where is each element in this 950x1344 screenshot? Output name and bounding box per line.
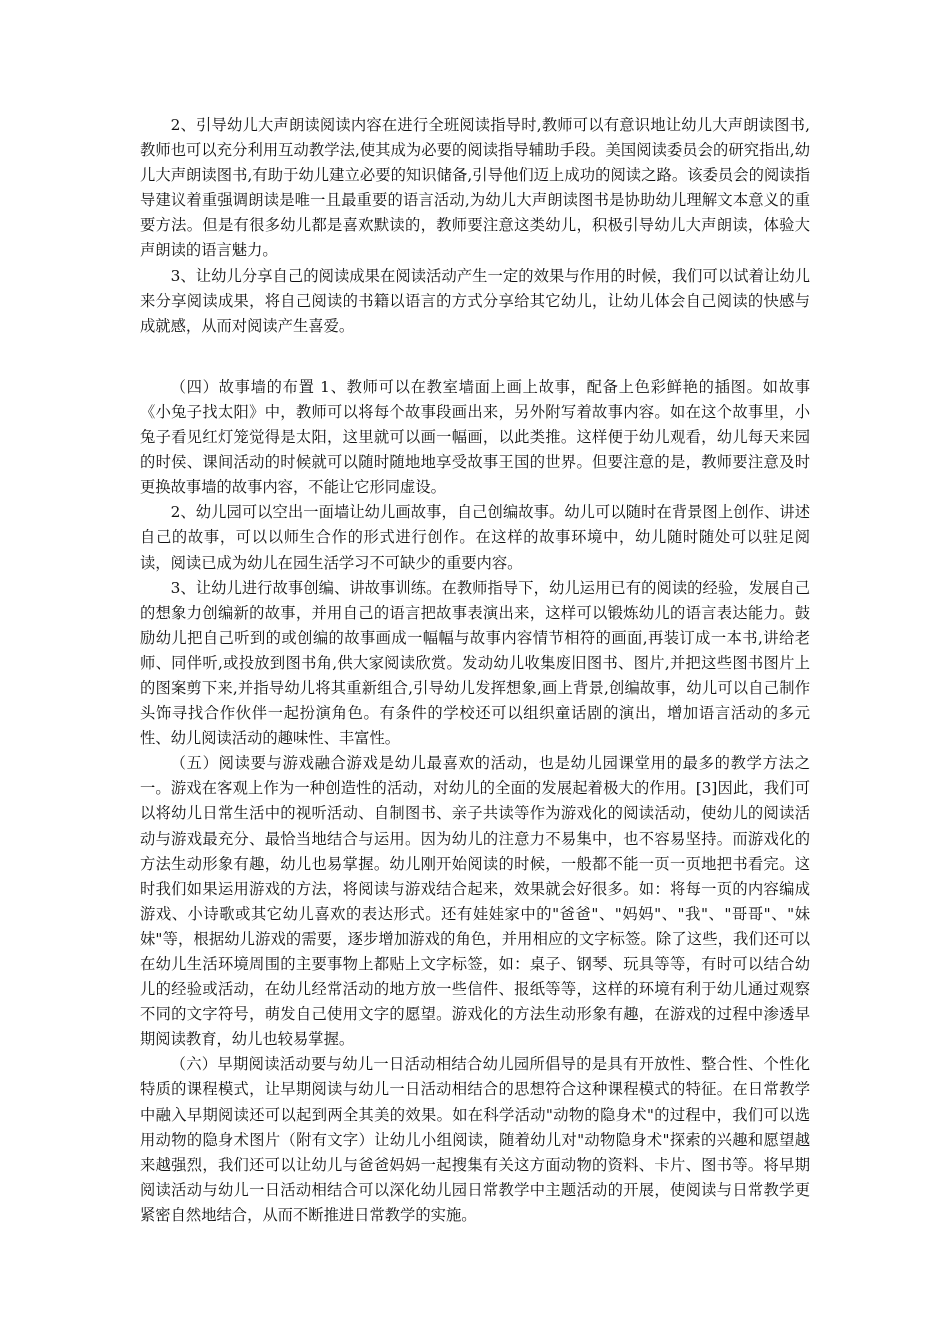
paragraph-gap: [140, 339, 810, 375]
paragraph-story-wall: （四）故事墙的布置 1、教师可以在教室墙面上画上故事，配备上色彩鲜艳的插图。如故事《小兔子找太阳》中，教师可以将每个故事段画出来，另外附写着故事内容。如在这个故事里，小兔子看见红灯笼觉得是太阳，这里就可以画一幅画，以此类推。这样便于幼儿观看，幼儿每天来园的时侯、课间活动的时候就可以随时随地地享受故事王国的世界。但要注意的是，教师要注意及时更换故事墙的故事内容，不能让它形同虚设。: [140, 377, 810, 497]
paragraph-daily-activities: （六）早期阅读活动要与幼儿一日活动相结合幼儿园所倡导的是具有开放性、整合性、个性化特质的课程模式，让早期阅读与幼儿一日活动相结合的思想符合这种课程模式的特征。在日常教学中融入早期阅读还可以起到两全其美的效果。如在科学活动"动物的隐身术"的过程中，我们可以选用动物的隐身术图片（附有文字）让幼儿小组阅读，随着幼儿对"动物隐身术"探索的兴趣和愿望越来越强烈，我们还可以让幼儿与爸爸妈妈一起搜集有关这方面动物的资料、卡片、图书等。将早期阅读活动与幼儿一日活动相结合可以深化幼儿园日常教学中主题活动的开展，使阅读与日常教学更紧密自然地结合，从而不断推进日常教学的实施。: [140, 1055, 810, 1224]
paragraph-story-creation: 3、让幼儿进行故事创编、讲故事训练。在教师指导下，幼儿运用已有的阅读的经验，发展自己的想象力创编新的故事，并用自己的语言把故事表演出来，这样可以锻炼幼儿的语言表达能力。鼓励幼儿把自己听到的或创编的故事画成一幅幅与故事内容情节相符的画面,再装订成一本书,讲给老师、同伴听,或投放到图书角,供大家阅读欣赏。发动幼儿收集废旧图书、图片,并把这些图书图片上的图案剪下来,并指导幼儿将其重新组合,引导幼儿发挥想象,画上背景,创编故事，幼儿可以自己制作头饰寻找合作伙伴一起扮演角色。有条件的学校还可以组织童话剧的演出，增加语言活动的多元性、幼儿阅读活动的趣味性、丰富性。: [140, 578, 810, 748]
paragraph-read-aloud: 2、引导幼儿大声朗读阅读内容在进行全班阅读指导时,教师可以有意识地让幼儿大声朗读图书,教师也可以充分利用互动教学法,使其成为必要的阅读指导辅助手段。美国阅读委员会的研究指出,幼儿大声朗读图书,有助于幼儿建立必要的知识储备,引导他们迈上成功的阅读之路。该委员会的阅读指导建议着重强调朗读是唯一且最重要的语言活动,为幼儿大声朗读图书是协助幼儿理解文本意义的重要方法。但是有很多幼儿都是喜欢默读的，教师要注意这类幼儿，积极引导幼儿大声朗读，体验大声朗读的语言魅力。: [140, 116, 810, 260]
paragraph-draw-stories: 2、幼儿园可以空出一面墙让幼儿画故事，自己创编故事。幼儿可以随时在背景图上创作、讲述自己的故事，可以以师生合作的形式进行创作。在这样的故事环境中，幼儿随时随处可以驻足阅读，阅读已成为幼儿在园生活学习不可缺少的重要内容。: [140, 503, 810, 572]
document-body: [140, 113, 810, 1228]
paragraph-reading-and-games: （五）阅读要与游戏融合游戏是幼儿最喜欢的活动，也是幼儿园课堂用的最多的教学方法之一。游戏在客观上作为一种创造性的活动，对幼儿的全面的发展起着极大的作用。[3]因此，我们可以将幼儿日常生活中的视听活动、自制图书、亲子共读等作为游戏化的阅读活动，使幼儿的阅读活动与游戏最充分、最恰当地结合与运用。因为幼儿的注意力不易集中，也不容易坚持。而游戏化的方法生动形象有趣，幼儿也易掌握。幼儿刚开始阅读的时候，一般都不能一页一页地把书看完。这时我们如果运用游戏的方法，将阅读与游戏结合起来，效果就会好很多。如：将每一页的内容编成游戏、小诗歌或其它幼儿喜欢的表达形式。还有娃娃家中的"爸爸"、"妈妈"、"我"、"哥哥"、"妹妹"等，根据幼儿游戏的需要，逐步增加游戏的角色，并用相应的文字标签。除了这些，我们还可以在幼儿生活环境周围的主要事物上都贴上文字标签，如：桌子、钢琴、玩具等等，有时可以结合幼儿的经验或活动，在幼儿经常活动的地方放一些信件、报纸等等，这样的环境有利于幼儿通过观察不同的文字符号，萌发自己使用文字的愿望。游戏化的方法生动形象有趣，在游戏的过程中渗透早期阅读教育，幼儿也较易掌握。: [140, 754, 810, 1049]
paragraph-share-results: 3、让幼儿分享自己的阅读成果在阅读活动产生一定的效果与作用的时候，我们可以试着让幼儿来分享阅读成果，将自己阅读的书籍以语言的方式分享给其它幼儿，让幼儿体会自己阅读的快感与成就感，从而对阅读产生喜爱。: [140, 266, 810, 335]
